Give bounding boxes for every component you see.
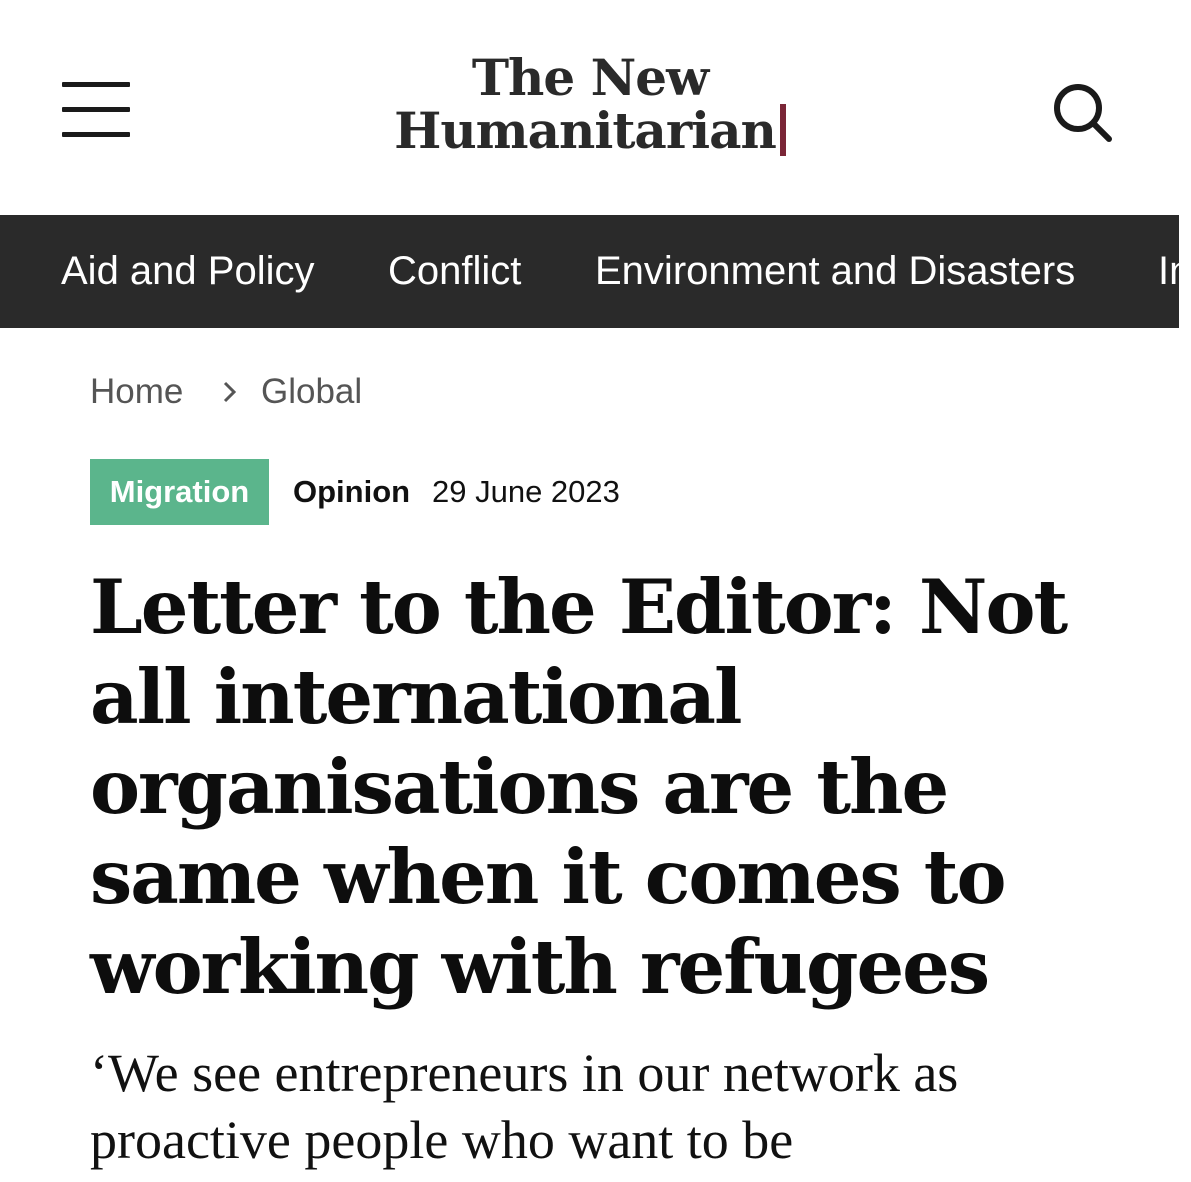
hamburger-menu-icon[interactable] (62, 82, 130, 140)
logo-cursor-mark (780, 104, 786, 156)
chevron-right-icon (218, 376, 242, 406)
logo-line-1: The New (471, 48, 709, 107)
nav-item-aid-and-policy[interactable]: Aid and Policy (61, 249, 315, 293)
nav-item-truncated[interactable]: In (1158, 249, 1191, 293)
logo-line-2-text: Humanitarian (394, 101, 776, 160)
breadcrumb-home-link[interactable]: Home (90, 372, 184, 411)
breadcrumb-current[interactable]: Global (261, 372, 363, 411)
tag-badge-migration[interactable]: Migration (90, 459, 269, 525)
nav-item-conflict[interactable]: Conflict (388, 249, 522, 293)
article-date: 29 June 2023 (432, 474, 620, 509)
site-header (0, 0, 1179, 215)
logo-line-2 (380, 101, 800, 160)
article-standfirst: ‘We see entrepreneurs in our network as proactive people who want to be (90, 1043, 959, 1170)
site-logo[interactable] (380, 48, 800, 160)
search-icon[interactable] (1050, 80, 1116, 146)
article-category: Opinion (293, 474, 411, 509)
section-nav (0, 215, 1191, 328)
article-headline: Letter to the Editor: Not all international organisations are the same when it comes to working with refugees (90, 563, 1067, 1011)
nav-item-environment-and-disasters[interactable]: Environment and Disasters (595, 249, 1076, 293)
